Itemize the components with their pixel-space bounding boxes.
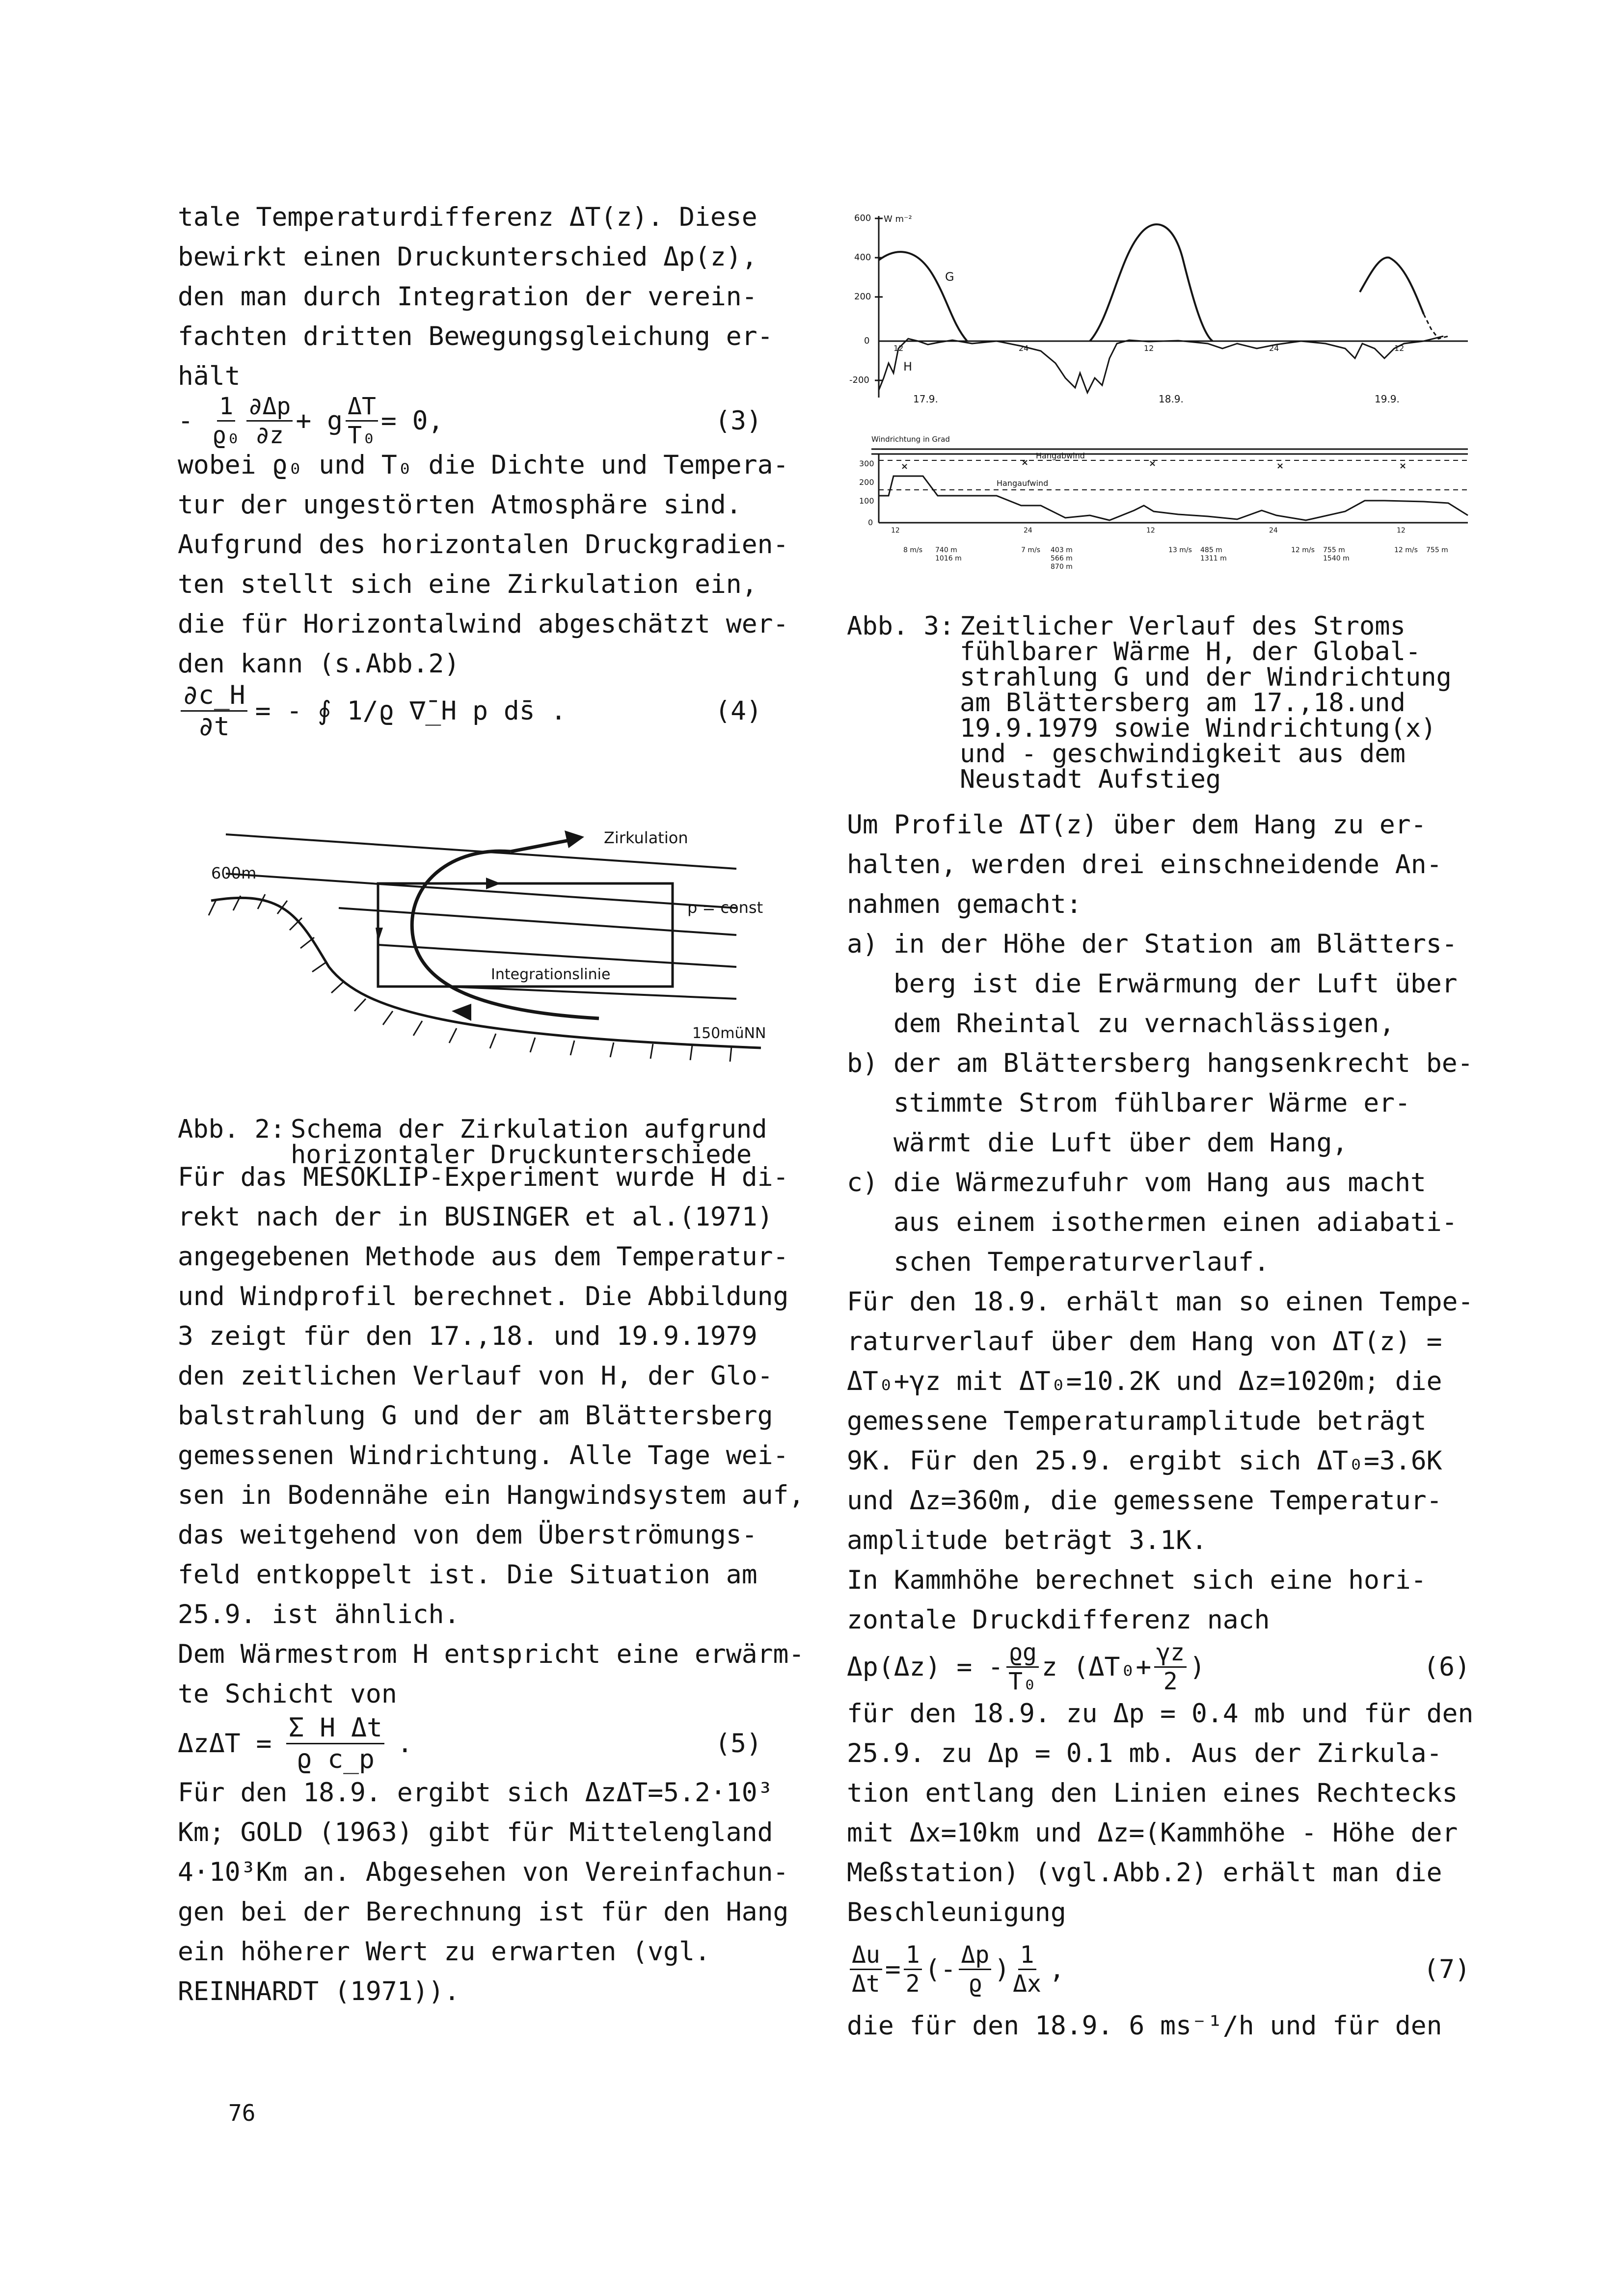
obs-label: 566 m [1051, 555, 1073, 562]
hour-tick: 12 [891, 527, 900, 534]
svg-text:×: × [901, 461, 909, 472]
paragraph-mesoklip [178, 1157, 805, 1714]
y-tick: 200 [854, 292, 871, 302]
obs-label: 7 m/s [1021, 546, 1041, 554]
day-label: 18.9. [1159, 393, 1184, 405]
text-line: ein höherer Wert zu erwarten (vgl. [178, 1937, 710, 1967]
label-600m: 600m [211, 864, 257, 882]
text-line: bewirkt einen Druckunterschied Δp(z), [178, 242, 757, 272]
text-line: rekt nach der in BUSINGER et al.(1971) [178, 1202, 773, 1232]
curve-label-G: G [945, 270, 954, 284]
obs-label: 740 m [935, 546, 957, 554]
y-tick: -200 [849, 375, 869, 385]
equation-5: ΔzΔT = $\frac{\text{Σ H Δt}}{\text{ϱ c\_p}}$ . (5) [178, 1712, 762, 1774]
paragraph-density [178, 445, 796, 684]
page-number: 76 [228, 2100, 256, 2126]
text-line: tion entlang den Linien eines Rechtecks [847, 1778, 1458, 1808]
hour-tick: 24 [1269, 527, 1278, 534]
y-tick: 400 [854, 252, 871, 263]
equation-number: (3) [715, 405, 762, 436]
text-line: zontale Druckdifferenz nach [847, 1605, 1270, 1635]
text-line: fachten dritten Bewegungsgleichung er- [178, 321, 773, 351]
hour-tick: 12 [1397, 527, 1406, 534]
figure-3-plot [835, 201, 1488, 584]
text-line: 25.9. ist ähnlich. [178, 1600, 460, 1629]
text-line: Für den 18.9. ergibt sich ΔzΔT=5.2·10³ [178, 1778, 773, 1808]
text-line: angegebenen Methode aus dem Temperatur- [178, 1242, 789, 1272]
figure-2-caption: Abb. 2: Schema der Zirkulation aufgrund horizontaler Druckunterschiede [178, 1115, 767, 1170]
list-item: a) in der Höhe der Station am Blätters- berg ist die Erwärmung der Luft über dem Rheintal zu vernachlässigen, [847, 929, 1458, 1039]
svg-text:×: × [1276, 461, 1284, 471]
text-line: den kann (s.Abb.2) [178, 649, 460, 679]
text-line: te Schicht von [178, 1679, 397, 1709]
hour-tick: 12 [1394, 344, 1405, 353]
text-line: In Kammhöhe berechnet sich eine hori- [847, 1565, 1427, 1595]
text-line: gen bei der Berechnung ist für den Hang [178, 1897, 789, 1927]
obs-label: 12 m/s [1291, 546, 1315, 554]
paragraph-profiles [847, 805, 1500, 924]
text-line: raturverlauf über dem Hang von ΔT(z) = [847, 1327, 1442, 1357]
unit-label: W m⁻² [884, 214, 912, 224]
text-line: und Δz=360m, die gemessene Temperatur- [847, 1486, 1442, 1516]
hour-tick: 12 [1144, 344, 1154, 353]
text-line: das weitgehend von dem Überströmungs- [178, 1520, 757, 1550]
svg-text:×: × [1021, 457, 1029, 468]
y-tick: 200 [859, 478, 874, 487]
line-label-hangabwind: Hangabwind [1036, 451, 1085, 460]
y-tick: 0 [868, 518, 873, 527]
text-line: sen in Bodennähe ein Hangwindsystem auf, [178, 1480, 805, 1510]
obs-label: 485 m [1200, 546, 1222, 554]
right-column [847, 805, 1500, 2046]
paragraph-pressure [847, 1694, 1500, 1932]
label-zirkulation: Zirkulation [604, 828, 688, 847]
equation-4: $\frac{\partial c\_H}{\partial t}$ = - ∮ 1/ϱ ∇̄_H p ds̄ . (4) [178, 684, 796, 738]
text-line: die für den 18.9. 6 ms⁻¹/h und für den [847, 2011, 1442, 2041]
hour-tick: 12 [893, 344, 904, 353]
text-line: 4·10³Km an. Abgesehen von Vereinfachun- [178, 1857, 789, 1887]
text-line: Um Profile ΔT(z) über dem Hang zu er- [847, 810, 1427, 840]
text-line: Dem Wärmestrom H entspricht eine erwärm- [178, 1639, 805, 1669]
text-line: 9K. Für den 25.9. ergibt sich ΔT₀=3.6K [847, 1446, 1442, 1476]
text-line: mit Δx=10km und Δz=(Kammhöhe - Höhe der [847, 1818, 1458, 1848]
obs-label: 1311 m [1200, 555, 1227, 562]
assumption-list [847, 924, 1500, 1282]
paragraph-gold [178, 1773, 796, 2011]
figure-3-caption: Abb. 3: Zeitlicher Verlauf des Stroms fühlbarer Wärme H, der Global- strahlung G und der Windrichtung am Blättersberg am 17.,18.und 19.9.1979 sowie Windrichtung(x) und - geschwindigkeit aus dem Neustadt Aufstieg [847, 612, 1452, 794]
text-line: die für Horizontalwind abgeschätzt wer- [178, 609, 789, 639]
text-line: REINHARDT (1971)). [178, 1976, 460, 2006]
equation-6: Δp(Δz) = - $\frac{ϱg}{\text{T₀}}$ z (ΔT₀+ $\frac{\gamma z}{2}$ ) (6) [847, 1638, 1470, 1695]
obs-label: 755 m [1323, 546, 1345, 554]
obs-label: 755 m [1426, 546, 1448, 554]
text-line: 3 zeigt für den 17.,18. und 19.9.1979 [178, 1321, 757, 1351]
obs-label: 870 m [1051, 563, 1073, 571]
obs-label: 8 m/s [903, 546, 923, 554]
hour-tick: 24 [1024, 527, 1032, 534]
text-line: Km; GOLD (1963) gibt für Mittelengland [178, 1817, 773, 1847]
text-line: Meßstation) (vgl.Abb.2) erhält man die [847, 1858, 1442, 1888]
label-p-const: p = const [687, 898, 763, 917]
text-line: gemessenen Windrichtung. Alle Tage wei- [178, 1441, 789, 1470]
text-line: Für den 18.9. erhält man so einen Tempe- [847, 1287, 1474, 1317]
panel-title: Windrichtung in Grad [871, 435, 950, 444]
equation-3: - $\frac{1}{\text{ϱ₀}}$ $\frac{\partial\Delta p}{\partial z}$ + g $\frac{\Delta T}{\text{T₀}}$ = 0, (3) [178, 392, 762, 449]
text-line: und Windprofil berechnet. Die Abbildung [178, 1281, 789, 1311]
y-tick: 600 [854, 213, 871, 223]
list-item: b) der am Blättersberg hangsenkrecht be- stimmte Strom fühlbarer Wärme er- wärmt die Luft über dem Hang, [847, 1048, 1473, 1158]
obs-label: 13 m/s [1168, 546, 1192, 554]
text-line: tale Temperaturdifferenz ΔT(z). Diese [178, 202, 757, 232]
text-line: balstrahlung G und der am Blättersberg [178, 1401, 773, 1431]
equation-number: (4) [715, 695, 762, 726]
svg-text:×: × [1149, 458, 1157, 469]
obs-label: 1016 m [935, 555, 962, 562]
equation-7: $\frac{\Delta u}{\Delta t}$ = $\frac{1}{2}$ (- $\frac{\Delta p}{ϱ}$ ) $\frac{1}{\Delta x}$ , (7) [847, 1932, 1500, 2006]
day-label: 19.9. [1375, 393, 1400, 405]
text-line: wobei ϱ₀ und T₀ die Dichte und Tempera- [178, 450, 789, 480]
text-line: ΔT₀+γz mit ΔT₀=10.2K und Δz=1020m; die [847, 1366, 1442, 1396]
text-line: halten, werden drei einschneidende An- [847, 850, 1442, 880]
paragraph-final [847, 2006, 1500, 2046]
text-line: tur der ungestörten Atmosphäre sind. [178, 490, 742, 520]
text-line: den man durch Integration der verein- [178, 282, 757, 312]
figure-2-diagram [196, 805, 795, 1080]
y-tick: 300 [859, 459, 874, 468]
left-column [178, 197, 796, 742]
text-line: amplitude beträgt 3.1K. [847, 1525, 1207, 1555]
text-line: feld entkoppelt ist. Die Situation am [178, 1560, 757, 1590]
y-tick: 0 [864, 336, 870, 346]
hour-tick: 12 [1146, 527, 1155, 534]
y-tick: 100 [859, 496, 874, 506]
label-integrationslinie: Integrationslinie [491, 966, 611, 983]
list-item: c) die Wärmezufuhr vom Hang aus macht aus einem isothermen einen adiabati- schen Temperaturverlauf. [847, 1168, 1458, 1277]
equation-number: (6) [1423, 1652, 1470, 1682]
hour-tick: 24 [1269, 344, 1279, 353]
equation-number: (5) [715, 1728, 762, 1759]
obs-label: 403 m [1051, 546, 1073, 554]
left-column-lower [178, 1157, 805, 2011]
curve-label-H: H [903, 360, 913, 374]
text-line: nahmen gemacht: [847, 889, 1082, 919]
day-label: 17.9. [913, 393, 938, 405]
text-line: den zeitlichen Verlauf von H, der Glo- [178, 1361, 773, 1391]
obs-label: 12 m/s [1394, 546, 1418, 554]
text-line: gemessene Temperaturamplitude beträgt [847, 1406, 1427, 1436]
obs-label: 1540 m [1323, 555, 1350, 562]
label-150m: 150müNN [692, 1025, 766, 1042]
paragraph-temperature [847, 1282, 1500, 1640]
text-line: Beschleunigung [847, 1897, 1066, 1927]
text-line: 25.9. zu Δp = 0.1 mb. Aus der Zirkula- [847, 1738, 1442, 1768]
text-line: Für das MESOKLIP-Experiment wurde H di- [178, 1162, 789, 1192]
text-line: für den 18.9. zu Δp = 0.4 mb und für den [847, 1699, 1474, 1729]
svg-text:×: × [1399, 461, 1407, 471]
paragraph-intro [178, 197, 796, 396]
text-line: ten stellt sich eine Zirkulation ein, [178, 569, 757, 599]
text-line: Aufgrund des horizontalen Druckgradien- [178, 530, 789, 560]
hour-tick: 24 [1019, 344, 1029, 353]
line-label-hangaufwind: Hangaufwind [997, 479, 1049, 488]
equation-number: (7) [1423, 1954, 1470, 1984]
text-line: hält [178, 361, 241, 391]
